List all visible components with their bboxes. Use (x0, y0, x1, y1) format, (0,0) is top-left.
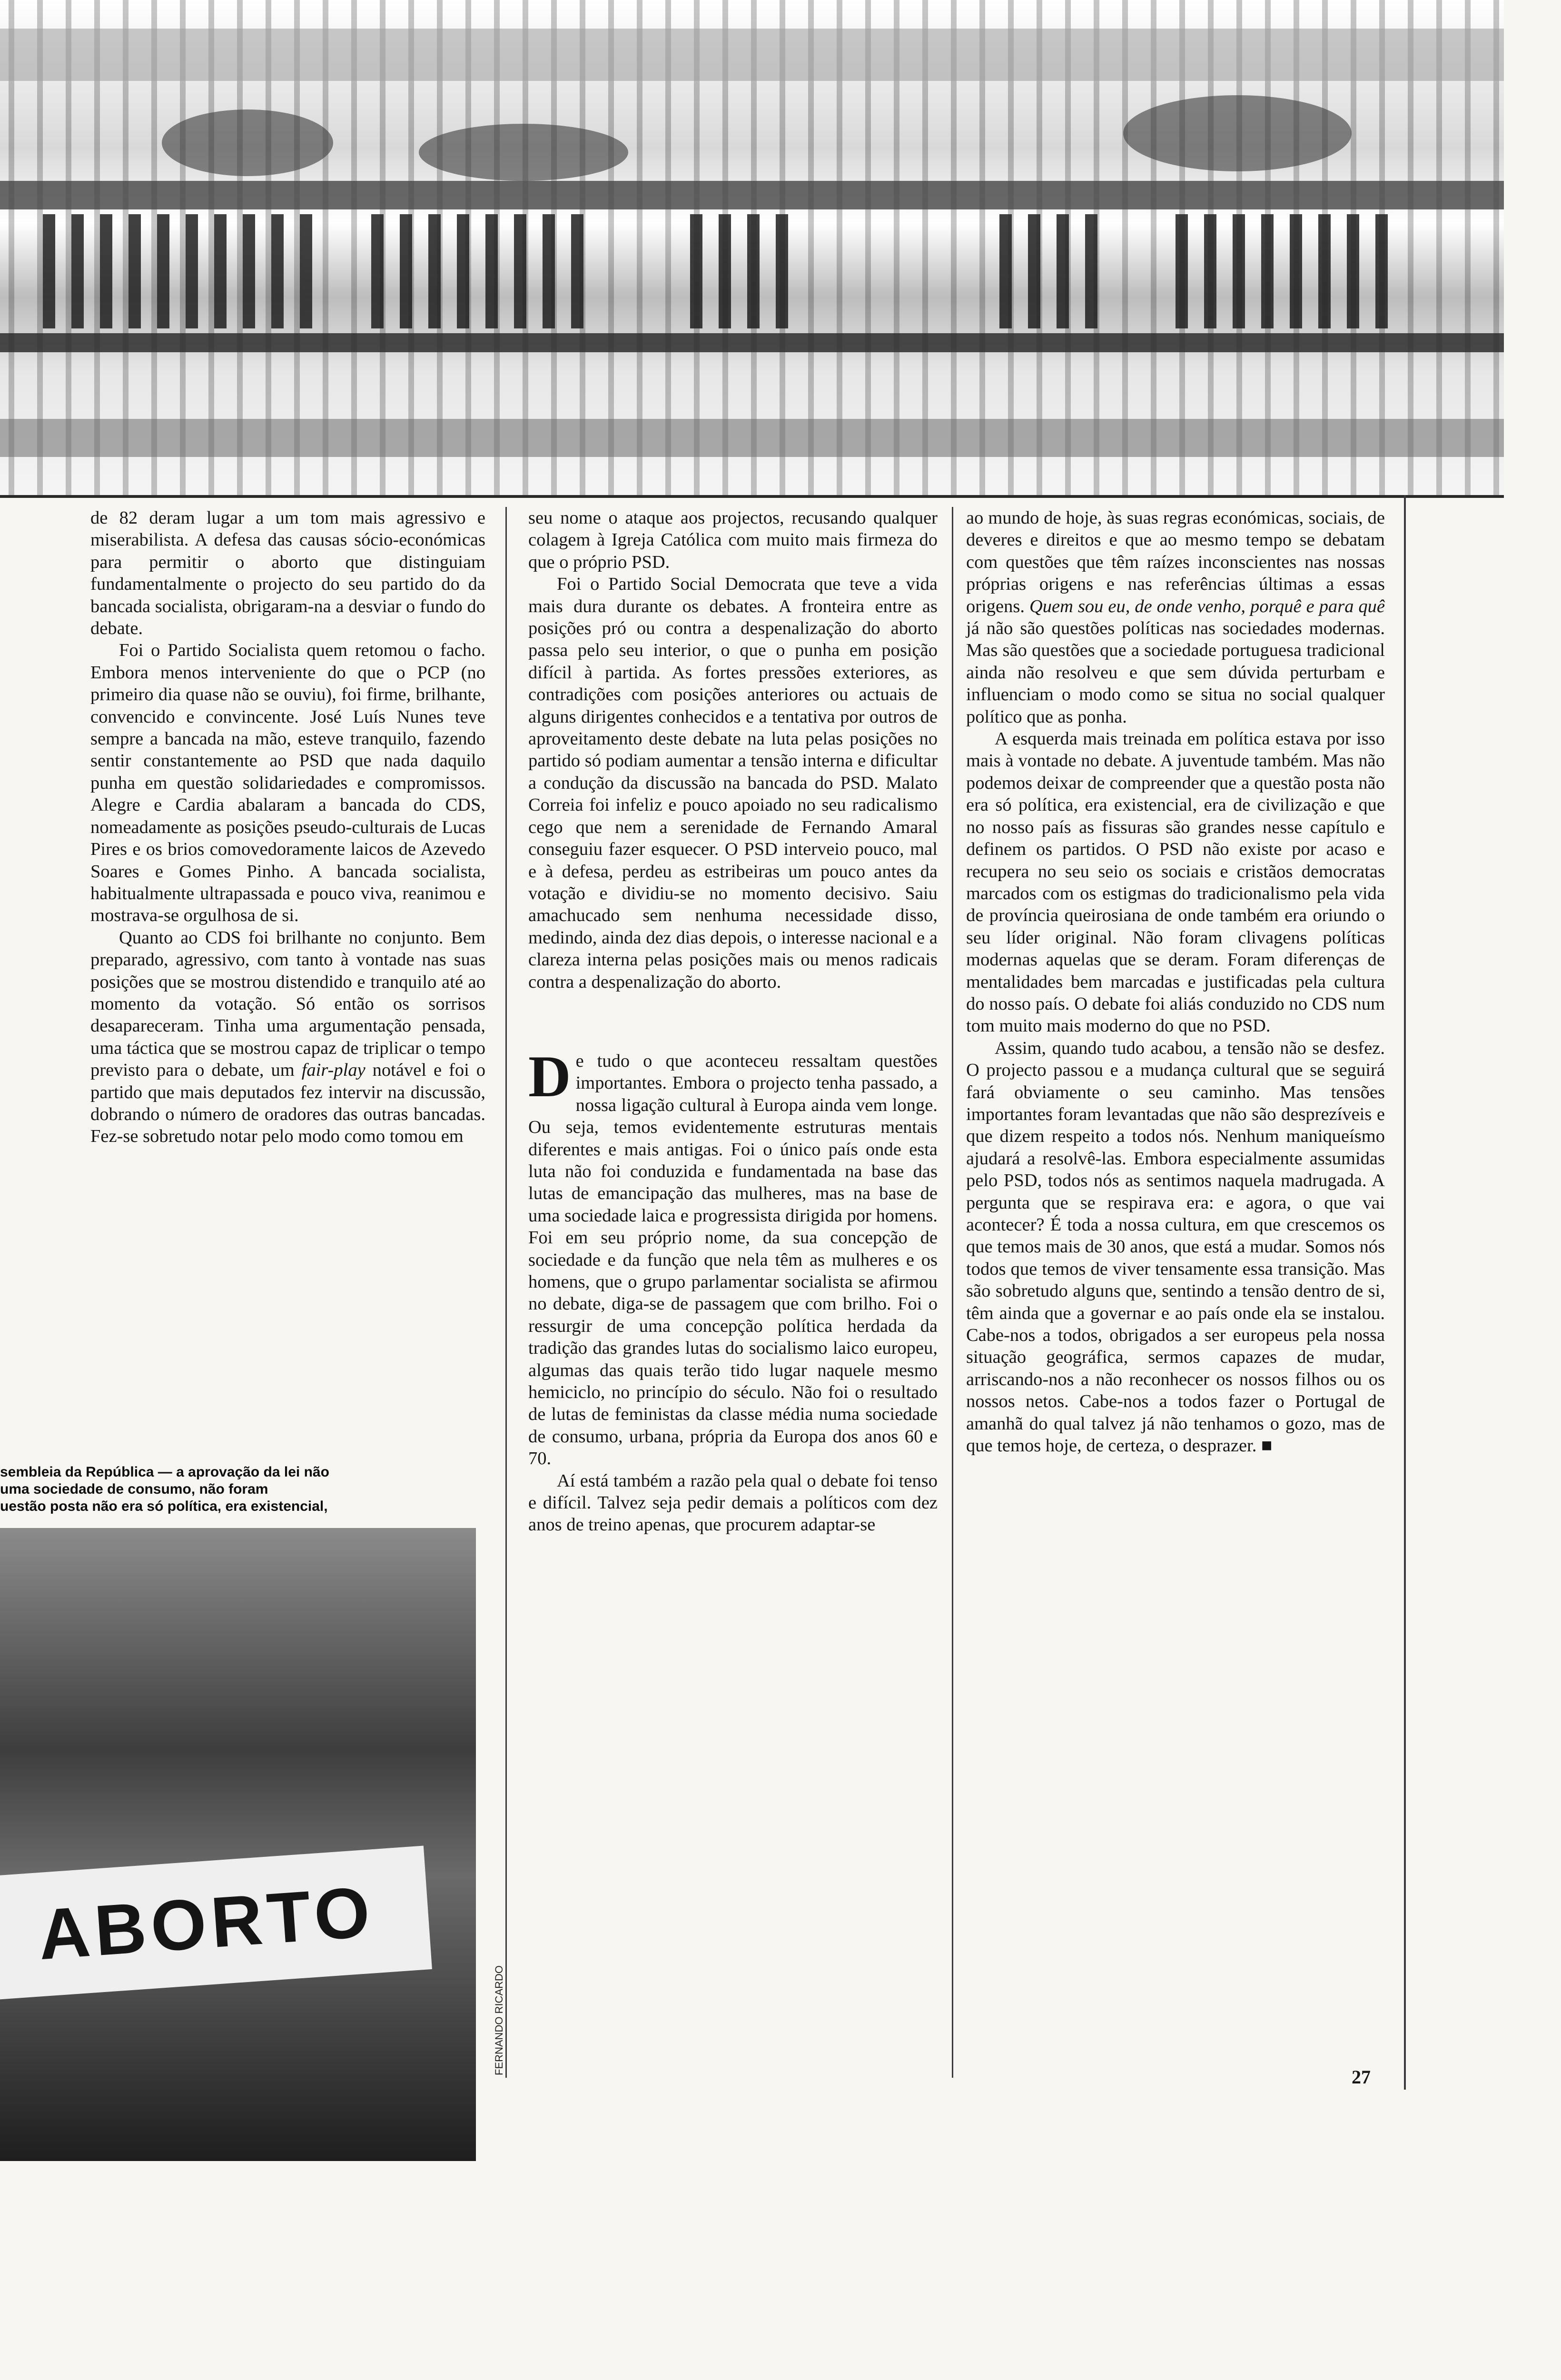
section-break (528, 993, 938, 1050)
column-rule-left (505, 507, 507, 2078)
column-rule-right (952, 507, 953, 2078)
caption-line: sembleia da República — a aprovação da lei não (0, 1464, 329, 1480)
bottom-photo-protest (0, 1528, 476, 2161)
photo-caption (0, 1464, 466, 1515)
article-column-2 (528, 507, 938, 2380)
page-number: 27 (1352, 2066, 1371, 2088)
paragraph: Assim, quando tudo acabou, a tensão não se desfez. O projecto passou e a mudança cultural que se seguirá fará obviamente o seu caminho. Mas tensões importantes foram levantadas que não são desprezíveis e que dizem respeito a todos nós. Nenhum maniqueísmo ajudará a resolvê-las. Embora especialmente assumidas pelo PSD, todos nós as sentimos naquela madrugada. A pergunta que se respirava era: e agora, o que vai acontecer? É toda a nossa cultura, em que crescemos os que temos mais de 30 anos, que está a mudar. Somos nós todos que temos de viver tensamente essa transição. Mas são sobretudo alguns que, sentindo a tensão dentro de si, têm ainda que a governar e ao país onde ela se instalou. Cabe-nos a todos, obrigados a ser europeus pela nossa situação geográfica, sermos capazes de mudar, arriscando-nos a não reconhecer os nossos filhos ou os nossos netos. Cabe-nos a todos fazer o Portugal de amanhã do qual talvez já não tenhamos o gozo, mas de que temos hoje, de certeza, o desprazer. ■ (966, 1038, 1385, 1456)
paragraph: Foi o Partido Social Democrata que teve a vida mais dura durante os debates. A fronteira entre as posições pró ou contra a despenalização do aborto passa pelo seu interior, o que o punha em posição difícil à partida. As fortes pressões exteriores, as contradições com posições anteriores ou actuais de alguns dirigentes conhecidos e a tentativa por outros de aproveitamento deste debate na luta pelas posições no partido só podiam aumentar a tensão interna e dificultar a condução da discussão na bancada do PSD. Malato Correia foi infeliz e pouco apoiado no seu radicalismo cego que nem a serenidade de Fernando Amaral conseguiu fazer esquecer. O PSD interveio pouco, mal e à defesa, perdeu as estribeiras um pouco antes da votação e dividiu-se no momento decisivo. Saiu amachucado sem nenhuma necessidade disso, medindo, ainda dez dias depois, o interesse nacional e a clareza interna pelas posições mais ou menos radicais contra a despenalização do aborto. (528, 574, 938, 992)
photo-credit: FERNANDO RICARDO (493, 1965, 505, 2075)
column-rule-outer (1404, 495, 1406, 2090)
paragraph: Aí está também a razão pela qual o debate foi tenso e difícil. Talvez seja pedir demais a políticos com dez anos de treino apenas, que procurem adaptar-se (528, 1470, 938, 1535)
paragraph: seu nome o ataque aos projectos, recusando qualquer colagem à Igreja Católica com muito mais firmeza do que o próprio PSD. (528, 508, 938, 572)
article-column-3 (966, 507, 1385, 2380)
protest-banner: ABORTO (0, 1846, 432, 2001)
paragraph: Quanto ao CDS foi brilhante no conjunto. Bem preparado, agressivo, com tanto à vontade nas suas posições que se mostrou distendido e tranquilo até ao momento da votação. Só então os sorrisos desapareceram. Tinha uma argumentação pensada, uma táctica que se mostrou capaz de triplicar o tempo previsto para o debate, um fair-play notável e foi o partido que mais deputados fez intervir na discussão, dobrando o número de oradores das outras bancadas. Fez-se sobretudo notar pelo modo como tomou em (90, 927, 486, 1147)
end-mark: ■ (1261, 1436, 1273, 1456)
caption-line: uma sociedade de consumo, não foram (0, 1481, 268, 1497)
caption-line: uestão posta não era só política, era existencial, (0, 1498, 328, 1514)
paragraph: de 82 deram lugar a um tom mais agressivo e miserabilista. A defesa das causas sócio-económicas para permitir o aborto que distinguiam fundamentalmente o projecto do seu partido do da bancada socialista, obrigaram-na a desviar o fundo do debate. (90, 508, 485, 639)
top-photo-balustrade (0, 0, 1504, 498)
article-column-1 (90, 507, 485, 1447)
paragraph: Foi o Partido Socialista quem retomou o facho. Embora menos interveniente do que o PCP (no primeiro dia quase não se ouviu), foi firme, brilhante, convencido e convincente. José Luís Nunes teve sempre a bancada na mão, esteve tranquilo, fazendo sentir constantemente ao PSD que nada daquilo punha em questão solidariedades e compromissos. Alegre e Cardia abalaram a bancada do CDS, nomeadamente as posições pseudo-culturais de Lucas Pires e os brios comovedoramente laicos de Azevedo Soares e Gomes Pinho. A bancada socialista, habitualmente ultrapassada e pouco viva, reanimou e mostrava-se orgulhosa de si. (90, 640, 485, 926)
drop-cap: D (528, 1043, 571, 1109)
balustrade-illustration (0, 0, 1504, 495)
paragraph: ao mundo de hoje, às suas regras económicas, sociais, de deveres e direitos e que ao mesmo tempo se debatam com questões que têm raízes inconscientes nas nossas próprias origens e nas referências últimas a essas origens. Quem sou eu, de onde venho, porquê e para quê já não são questões políticas nas sociedades modernas. Mas são questões que a sociedade portuguesa tradicional ainda não resolveu e que sem dúvida perturbam e influenciam o modo como se situa no social qualquer político que as ponha. (966, 508, 1385, 727)
paragraph: A esquerda mais treinada em política estava por isso mais à vontade no debate. A juventude também. Mas não podemos deixar de compreender que a questão posta não era só política, era existencial, era de civilização e que no nosso país as fissuras são grandes nesse capítulo e definem os partidos. O PSD não existe por acaso e recupera no seu seio os sociais e cristãos democratas marcados com os estigmas do tradicionalismo pela vida de província queirosiana de onde também era oriundo o seu líder original. Não foram clivagens políticas modernas aquelas que se deram. Foram diferenças de mentalidades bem marcadas e justificadas pela cultura do nosso país. O debate foi aliás conduzido no CDS num tom muito mais moderno do que no PSD. (966, 729, 1385, 1036)
paragraph-dropcap: De tudo o que aconteceu ressaltam questões importantes. Embora o projecto tenha passado, a nossa ligação cultural à Europa ainda vem longe. Ou seja, temos evidentemente estruturas mentais diferentes e mais antigas. Foi o único país onde esta luta não foi conduzida e fundamentada na base das lutas de emancipação das mulheres, mas na base de uma sociedade laica e progressista dirigida por homens. Foi em seu próprio nome, da sua concepção de sociedade e da função que nela têm as mulheres e os homens, que o grupo parlamentar socialista se afirmou no debate, diga-se de passagem que com brilho. Foi o ressurgir de uma concepção política herdada da tradição das grandes lutas do socialismo laico europeu, algumas das quais terão tido lugar naquele mesmo hemiciclo, no princípio do século. Não foi o resultado de lutas de feministas da classe média numa sociedade de consumo, urbana, própria da Europa dos anos 60 e 70. (528, 1043, 938, 1469)
